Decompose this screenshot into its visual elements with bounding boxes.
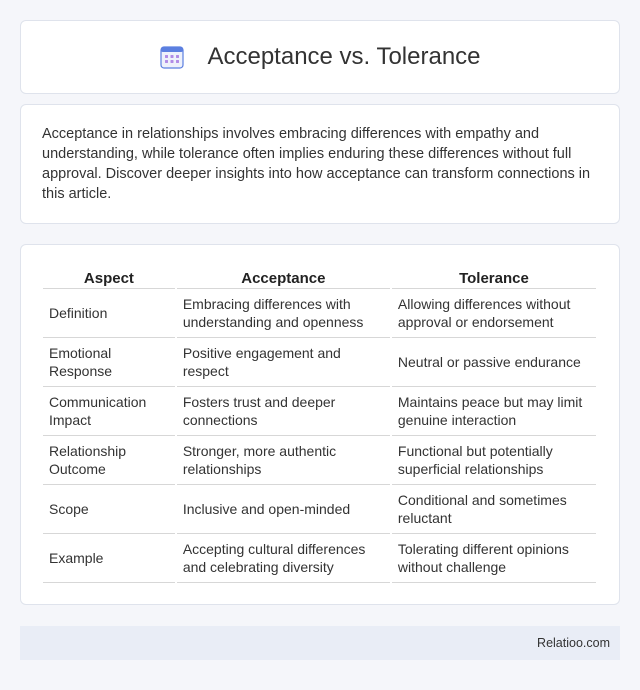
- title-card: [20, 20, 620, 94]
- table-row: [43, 289, 596, 338]
- aspect-cell: Emotional Response: [43, 338, 175, 387]
- table-row: [43, 485, 596, 534]
- tolerance-cell: Maintains peace but may limit genuine interaction: [392, 387, 596, 436]
- tolerance-cell: Allowing differences without approval or endorsement: [392, 289, 596, 338]
- tolerance-cell: Neutral or passive endurance: [392, 338, 596, 387]
- page-title: Acceptance vs. Tolerance: [207, 43, 481, 70]
- calendar-icon: [159, 44, 185, 70]
- tolerance-cell: Tolerating different opinions without challenge: [392, 534, 596, 583]
- title-wrap: [159, 43, 480, 71]
- intro-card: [20, 104, 620, 224]
- acceptance-cell: Stronger, more authentic relationships: [177, 436, 390, 485]
- acceptance-cell: Embracing differences with understanding and openness: [177, 289, 390, 338]
- footer: [20, 626, 620, 660]
- table-row: [43, 387, 596, 436]
- table-row: [43, 436, 596, 485]
- aspect-cell: Example: [43, 534, 175, 583]
- tolerance-cell: Functional but potentially superficial relationships: [392, 436, 596, 485]
- comparison-card: [20, 244, 620, 605]
- acceptance-cell: Inclusive and open-minded: [177, 485, 390, 534]
- intro-paragraph: Acceptance in relationships involves embracing differences with empathy and understanding, while tolerance often implies enduring these differences without full approval. Discover deeper insights into how acceptance can transform connections in this article.: [42, 126, 591, 202]
- aspect-cell: Relationship Outcome: [43, 436, 175, 485]
- comparison-table: [41, 265, 598, 583]
- aspect-cell: Communication Impact: [43, 387, 175, 436]
- acceptance-cell: Positive engagement and respect: [177, 338, 390, 387]
- table-row: [43, 338, 596, 387]
- acceptance-cell: Accepting cultural differences and celebrating diversity: [177, 534, 390, 583]
- tolerance-cell: Conditional and sometimes reluctant: [392, 485, 596, 534]
- acceptance-cell: Fosters trust and deeper connections: [177, 387, 390, 436]
- header-acceptance: Acceptance: [177, 265, 390, 289]
- header-tolerance: Tolerance: [392, 265, 596, 289]
- table-header-row: [43, 265, 596, 289]
- aspect-cell: Definition: [43, 289, 175, 338]
- table-row: [43, 534, 596, 583]
- aspect-cell: Scope: [43, 485, 175, 534]
- header-aspect: Aspect: [43, 265, 175, 289]
- footer-site-link[interactable]: Relatioo.com: [537, 636, 610, 650]
